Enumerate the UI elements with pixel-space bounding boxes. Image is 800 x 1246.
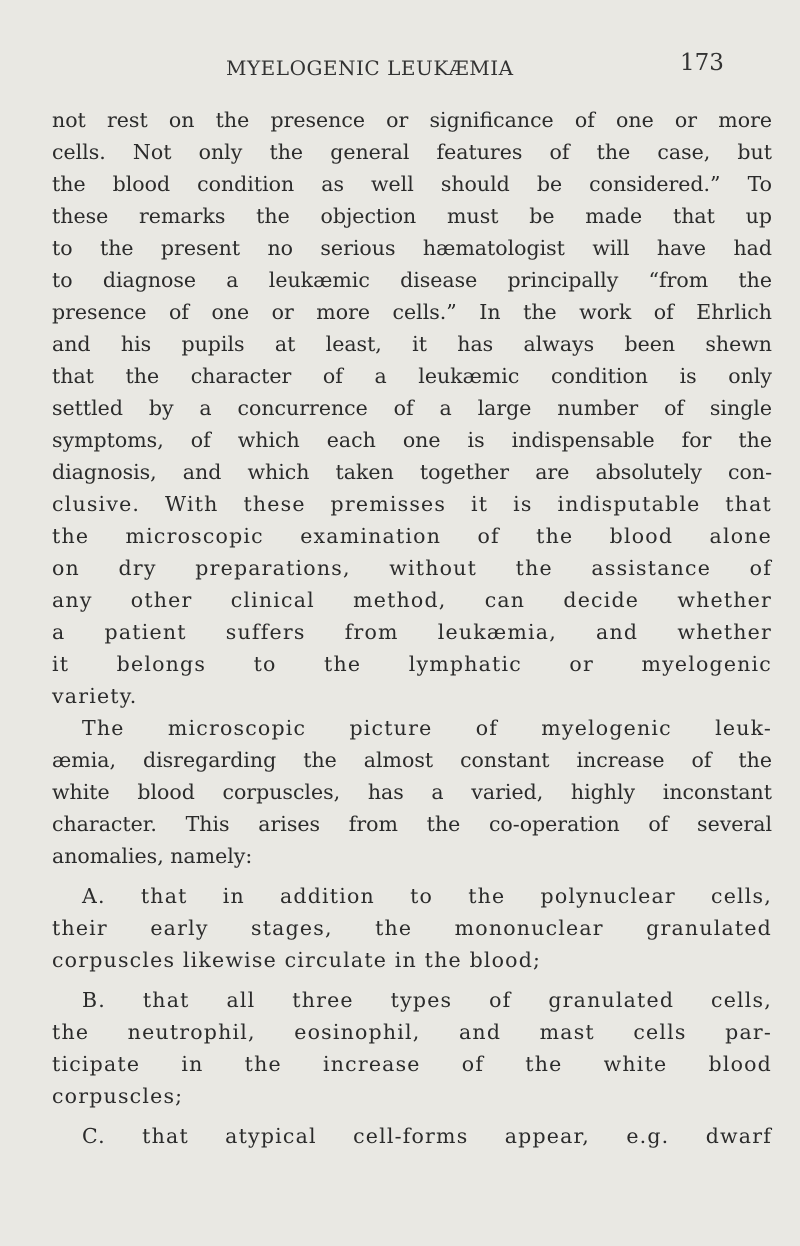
text-line: the blood condition as well should be considered.” To [52, 172, 772, 196]
text-line: The microscopic picture of myelogenic leuk- [82, 716, 772, 740]
text-line: their early stages, the mononuclear granulated [52, 916, 772, 940]
text-line: on dry preparations, without the assistance of [52, 556, 772, 580]
list-item-c: C. that atypical cell-forms appear, e.g. dwarf [82, 1124, 772, 1148]
text-line: clusive. With these premisses it is indisputable that [52, 492, 772, 516]
text-line: symptoms, of which each one is indispensable for the [52, 428, 772, 452]
text-line: settled by a concurrence of a large number of single [52, 396, 772, 420]
running-title: MYELOGENIC LEUKÆMIA [226, 56, 514, 80]
text-line: white blood corpuscles, has a varied, highly inconstant [52, 780, 772, 804]
list-item-a: A. that in addition to the polynuclear cells, [82, 884, 772, 908]
page-number: 173 [680, 50, 724, 76]
text-line: character. This arises from the co-operation of several [52, 812, 772, 836]
text-line: corpuscles likewise circulate in the blood; [52, 948, 542, 972]
text-line: not rest on the presence or significance of one or more [52, 108, 772, 132]
text-line: variety. [52, 684, 138, 708]
text-line: that the character of a leukæmic condition is only [52, 364, 772, 388]
text-line: ticipate in the increase of the white blood [52, 1052, 772, 1076]
text-line: it belongs to the lymphatic or myelogenic [52, 652, 772, 676]
text-line: anomalies, namely: [52, 844, 253, 868]
list-item-b: B. that all three types of granulated cells, [82, 988, 772, 1012]
text-line: the neutrophil, eosinophil, and mast cells par- [52, 1020, 772, 1044]
text-line: the microscopic examination of the blood alone [52, 524, 772, 548]
text-line: to diagnose a leukæmic disease principally “from the [52, 268, 772, 292]
text-line: and his pupils at least, it has always been shewn [52, 332, 772, 356]
text-line: a patient suffers from leukæmia, and whether [52, 620, 772, 644]
text-line: these remarks the objection must be made that up [52, 204, 772, 228]
text-line: presence of one or more cells.” In the work of Ehrlich [52, 300, 772, 324]
text-line: to the present no serious hæmatologist will have had [52, 236, 772, 260]
text-line: æmia, disregarding the almost constant increase of the [52, 748, 772, 772]
text-line: cells. Not only the general features of the case, but [52, 140, 772, 164]
body-text [52, 104, 772, 1152]
text-line: any other clinical method, can decide whether [52, 588, 772, 612]
text-line: diagnosis, and which taken together are absolutely con- [52, 460, 772, 484]
text-line: corpuscles; [52, 1084, 184, 1108]
